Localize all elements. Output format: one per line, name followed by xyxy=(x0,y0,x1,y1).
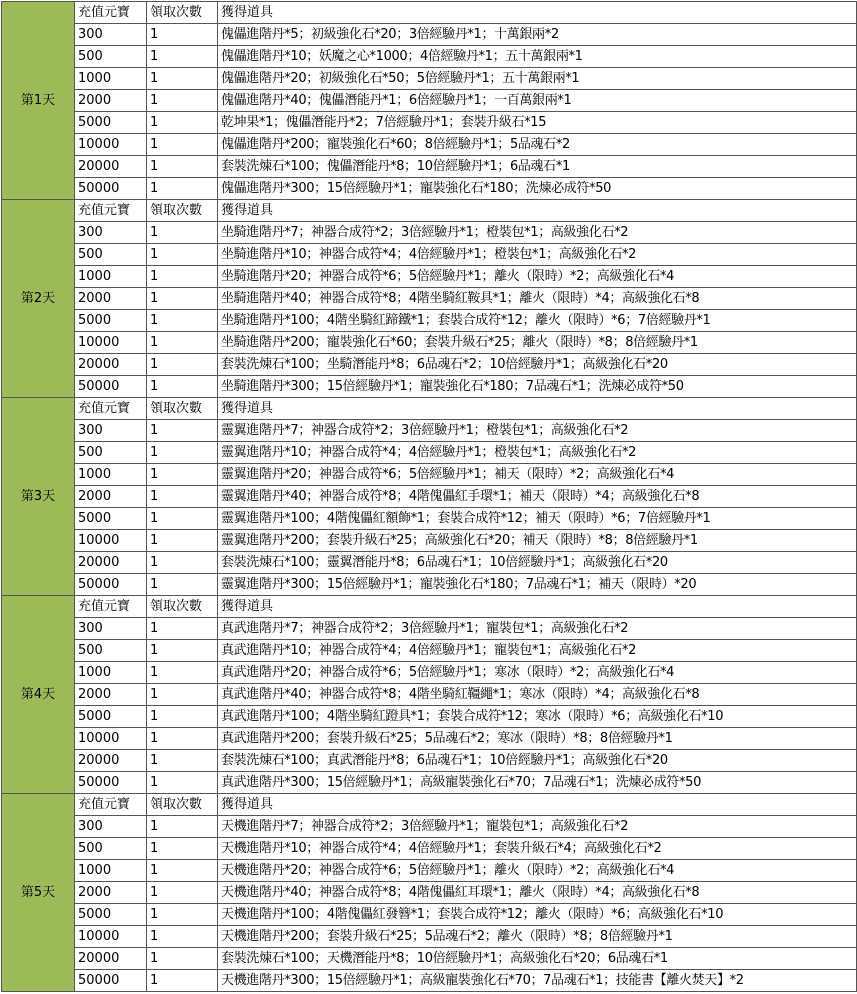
table-row xyxy=(2,156,857,178)
count-cell: 1 xyxy=(147,728,218,750)
items-cell: 坐騎進階丹*200；寵裝強化石*60；套裝升級石*25；離火（限時）*8；8倍經驗丹*1 xyxy=(218,332,857,354)
day-label: 第5天 xyxy=(2,794,75,992)
header-items: 獲得道具 xyxy=(218,794,857,816)
header-count: 領取次數 xyxy=(147,2,218,24)
count-cell: 1 xyxy=(147,464,218,486)
items-cell: 天機進階丹*20；神器合成符*6；5倍經驗丹*1；離火（限時）*2；高級強化石*4 xyxy=(218,860,857,882)
amount-cell: 10000 xyxy=(75,926,147,948)
items-cell: 套裝洗煉石*100；靈翼潛能丹*8；6品魂石*1；10倍經驗丹*1；高級強化石*20 xyxy=(218,552,857,574)
count-cell: 1 xyxy=(147,178,218,200)
amount-cell: 2000 xyxy=(75,882,147,904)
count-cell: 1 xyxy=(147,112,218,134)
items-cell: 坐騎進階丹*7；神器合成符*2；3倍經驗丹*1；橙裝包*1；高級強化石*2 xyxy=(218,222,857,244)
items-cell: 靈翼進階丹*300；15倍經驗丹*1；寵裝強化石*180；7品魂石*1；補天（限時）*20 xyxy=(218,574,857,596)
items-cell: 天機進階丹*7；神器合成符*2；3倍經驗丹*1；寵裝包*1；高級強化石*2 xyxy=(218,816,857,838)
table-row xyxy=(2,948,857,970)
header-row xyxy=(2,794,857,816)
amount-cell: 50000 xyxy=(75,376,147,398)
header-items: 獲得道具 xyxy=(218,596,857,618)
amount-cell: 2000 xyxy=(75,90,147,112)
table-row xyxy=(2,46,857,68)
items-cell: 靈翼進階丹*40；神器合成符*8；4階傀儡紅手環*1；補天（限時）*4；高級強化石*8 xyxy=(218,486,857,508)
items-cell: 真武進階丹*10；神器合成符*4；4倍經驗丹*1；寵裝包*1；高級強化石*2 xyxy=(218,640,857,662)
amount-cell: 1000 xyxy=(75,662,147,684)
count-cell: 1 xyxy=(147,156,218,178)
header-items: 獲得道具 xyxy=(218,398,857,420)
items-cell: 真武進階丹*20；神器合成符*6；5倍經驗丹*1；寒冰（限時）*2；高級強化石*4 xyxy=(218,662,857,684)
items-cell: 坐騎進階丹*100；4階坐騎紅蹄鐵*1；套裝合成符*12；離火（限時）*6；7倍經驗丹*1 xyxy=(218,310,857,332)
amount-cell: 300 xyxy=(75,816,147,838)
items-cell: 套裝洗煉石*100；傀儡潛能丹*8；10倍經驗丹*1；6品魂石*1 xyxy=(218,156,857,178)
amount-cell: 300 xyxy=(75,618,147,640)
table-row xyxy=(2,750,857,772)
amount-cell: 20000 xyxy=(75,354,147,376)
items-cell: 靈翼進階丹*200；套裝升級石*25；高級強化石*20；補天（限時）*8；8倍經驗丹*1 xyxy=(218,530,857,552)
day-label: 第4天 xyxy=(2,596,75,794)
amount-cell: 500 xyxy=(75,46,147,68)
table-row xyxy=(2,728,857,750)
count-cell: 1 xyxy=(147,310,218,332)
items-cell: 傀儡進階丹*10；妖魔之心*1000；4倍經驗丹*1；五十萬銀兩*1 xyxy=(218,46,857,68)
amount-cell: 20000 xyxy=(75,948,147,970)
count-cell: 1 xyxy=(147,134,218,156)
amount-cell: 50000 xyxy=(75,970,147,992)
count-cell: 1 xyxy=(147,288,218,310)
items-cell: 傀儡進階丹*300；15倍經驗丹*1；寵裝強化石*180；洗煉必成符*50 xyxy=(218,178,857,200)
table-row xyxy=(2,970,857,992)
header-amount: 充值元寶 xyxy=(75,794,147,816)
count-cell: 1 xyxy=(147,904,218,926)
items-cell: 套裝洗煉石*100；天機潛能丹*8；10倍經驗丹*1；高級強化石*20；6品魂石*1 xyxy=(218,948,857,970)
table-row xyxy=(2,574,857,596)
day-label: 第2天 xyxy=(2,200,75,398)
amount-cell: 2000 xyxy=(75,288,147,310)
amount-cell: 300 xyxy=(75,420,147,442)
amount-cell: 2000 xyxy=(75,486,147,508)
count-cell: 1 xyxy=(147,24,218,46)
table-row xyxy=(2,288,857,310)
table-row xyxy=(2,772,857,794)
reward-table-body xyxy=(2,2,857,992)
table-row xyxy=(2,684,857,706)
table-row xyxy=(2,68,857,90)
amount-cell: 5000 xyxy=(75,706,147,728)
amount-cell: 2000 xyxy=(75,684,147,706)
items-cell: 靈翼進階丹*10；神器合成符*4；4倍經驗丹*1；橙裝包*1；高級強化石*2 xyxy=(218,442,857,464)
count-cell: 1 xyxy=(147,970,218,992)
amount-cell: 20000 xyxy=(75,750,147,772)
items-cell: 真武進階丹*200；套裝升級石*25；5品魂石*2；寒冰（限時）*8；8倍經驗丹*1 xyxy=(218,728,857,750)
amount-cell: 10000 xyxy=(75,728,147,750)
count-cell: 1 xyxy=(147,90,218,112)
table-row xyxy=(2,112,857,134)
header-amount: 充值元寶 xyxy=(75,2,147,24)
count-cell: 1 xyxy=(147,332,218,354)
table-row xyxy=(2,332,857,354)
items-cell: 天機進階丹*300；15倍經驗丹*1；高級寵裝強化石*70；7品魂石*1；技能書【離火焚天】*2 xyxy=(218,970,857,992)
count-cell: 1 xyxy=(147,750,218,772)
count-cell: 1 xyxy=(147,926,218,948)
count-cell: 1 xyxy=(147,530,218,552)
table-row xyxy=(2,860,857,882)
table-row xyxy=(2,90,857,112)
count-cell: 1 xyxy=(147,706,218,728)
count-cell: 1 xyxy=(147,662,218,684)
header-items: 獲得道具 xyxy=(218,2,857,24)
amount-cell: 50000 xyxy=(75,772,147,794)
count-cell: 1 xyxy=(147,266,218,288)
table-row xyxy=(2,816,857,838)
header-count: 領取次數 xyxy=(147,398,218,420)
table-row xyxy=(2,178,857,200)
count-cell: 1 xyxy=(147,816,218,838)
items-cell: 天機進階丹*200；套裝升級石*25；5品魂石*2；離火（限時）*8；8倍經驗丹*1 xyxy=(218,926,857,948)
table-row xyxy=(2,222,857,244)
amount-cell: 500 xyxy=(75,640,147,662)
amount-cell: 10000 xyxy=(75,134,147,156)
table-row xyxy=(2,640,857,662)
items-cell: 坐騎進階丹*20；神器合成符*6；5倍經驗丹*1；離火（限時）*2；高級強化石*4 xyxy=(218,266,857,288)
amount-cell: 10000 xyxy=(75,530,147,552)
count-cell: 1 xyxy=(147,244,218,266)
count-cell: 1 xyxy=(147,574,218,596)
amount-cell: 20000 xyxy=(75,552,147,574)
count-cell: 1 xyxy=(147,376,218,398)
items-cell: 天機進階丹*40；神器合成符*8；4階傀儡紅耳環*1；離火（限時）*4；高級強化石*8 xyxy=(218,882,857,904)
items-cell: 傀儡進階丹*20；初級強化石*50；5倍經驗丹*1；五十萬銀兩*1 xyxy=(218,68,857,90)
reward-table xyxy=(1,1,857,992)
amount-cell: 20000 xyxy=(75,156,147,178)
items-cell: 真武進階丹*300；15倍經驗丹*1；高級寵裝強化石*70；7品魂石*1；洗煉必成符*50 xyxy=(218,772,857,794)
items-cell: 真武進階丹*7；神器合成符*2；3倍經驗丹*1；寵裝包*1；高級強化石*2 xyxy=(218,618,857,640)
table-row xyxy=(2,838,857,860)
items-cell: 真武進階丹*100；4階坐騎紅蹬具*1；套裝合成符*12；寒冰（限時）*6；高級強化石*10 xyxy=(218,706,857,728)
count-cell: 1 xyxy=(147,354,218,376)
amount-cell: 50000 xyxy=(75,574,147,596)
count-cell: 1 xyxy=(147,860,218,882)
items-cell: 靈翼進階丹*100；4階傀儡紅額飾*1；套裝合成符*12；補天（限時）*6；7倍經驗丹*1 xyxy=(218,508,857,530)
items-cell: 坐騎進階丹*10；神器合成符*4；4倍經驗丹*1；橙裝包*1；高級強化石*2 xyxy=(218,244,857,266)
amount-cell: 300 xyxy=(75,222,147,244)
count-cell: 1 xyxy=(147,46,218,68)
count-cell: 1 xyxy=(147,772,218,794)
count-cell: 1 xyxy=(147,552,218,574)
table-row xyxy=(2,310,857,332)
items-cell: 天機進階丹*10；神器合成符*4；4倍經驗丹*1；套裝升級石*4；高級強化石*2 xyxy=(218,838,857,860)
items-cell: 傀儡進階丹*200；寵裝強化石*60；8倍經驗丹*1；5品魂石*2 xyxy=(218,134,857,156)
amount-cell: 5000 xyxy=(75,508,147,530)
count-cell: 1 xyxy=(147,486,218,508)
header-amount: 充值元寶 xyxy=(75,200,147,222)
amount-cell: 1000 xyxy=(75,464,147,486)
items-cell: 套裝洗煉石*100；真武潛能丹*8；6品魂石*1；10倍經驗丹*1；高級強化石*20 xyxy=(218,750,857,772)
count-cell: 1 xyxy=(147,948,218,970)
table-row xyxy=(2,464,857,486)
day-label: 第1天 xyxy=(2,2,75,200)
amount-cell: 500 xyxy=(75,442,147,464)
items-cell: 坐騎進階丹*40；神器合成符*8；4階坐騎紅鞍具*1；離火（限時）*4；高級強化石*8 xyxy=(218,288,857,310)
amount-cell: 1000 xyxy=(75,860,147,882)
header-row xyxy=(2,200,857,222)
amount-cell: 5000 xyxy=(75,904,147,926)
amount-cell: 300 xyxy=(75,24,147,46)
count-cell: 1 xyxy=(147,420,218,442)
table-row xyxy=(2,706,857,728)
items-cell: 靈翼進階丹*7；神器合成符*2；3倍經驗丹*1；橙裝包*1；高級強化石*2 xyxy=(218,420,857,442)
table-row xyxy=(2,926,857,948)
table-row xyxy=(2,442,857,464)
header-count: 領取次數 xyxy=(147,596,218,618)
amount-cell: 1000 xyxy=(75,68,147,90)
items-cell: 靈翼進階丹*20；神器合成符*6；5倍經驗丹*1；補天（限時）*2；高級強化石*4 xyxy=(218,464,857,486)
count-cell: 1 xyxy=(147,508,218,530)
amount-cell: 500 xyxy=(75,838,147,860)
amount-cell: 5000 xyxy=(75,310,147,332)
table-row xyxy=(2,244,857,266)
table-row xyxy=(2,486,857,508)
count-cell: 1 xyxy=(147,442,218,464)
count-cell: 1 xyxy=(147,222,218,244)
items-cell: 天機進階丹*100；4階傀儡紅發簪*1；套裝合成符*12；離火（限時）*6；高級強化石*10 xyxy=(218,904,857,926)
amount-cell: 50000 xyxy=(75,178,147,200)
amount-cell: 1000 xyxy=(75,266,147,288)
table-row xyxy=(2,354,857,376)
header-amount: 充值元寶 xyxy=(75,398,147,420)
table-row xyxy=(2,420,857,442)
day-label: 第3天 xyxy=(2,398,75,596)
header-count: 領取次數 xyxy=(147,794,218,816)
table-row xyxy=(2,662,857,684)
items-cell: 坐騎進階丹*300；15倍經驗丹*1；寵裝強化石*180；7品魂石*1；洗煉必成符*50 xyxy=(218,376,857,398)
table-row xyxy=(2,134,857,156)
count-cell: 1 xyxy=(147,684,218,706)
count-cell: 1 xyxy=(147,882,218,904)
items-cell: 乾坤果*1；傀儡潛能丹*2；7倍經驗丹*1；套裝升級石*15 xyxy=(218,112,857,134)
header-row xyxy=(2,2,857,24)
amount-cell: 500 xyxy=(75,244,147,266)
count-cell: 1 xyxy=(147,640,218,662)
table-row xyxy=(2,618,857,640)
table-row xyxy=(2,266,857,288)
table-row xyxy=(2,904,857,926)
table-row xyxy=(2,882,857,904)
count-cell: 1 xyxy=(147,618,218,640)
count-cell: 1 xyxy=(147,838,218,860)
table-row xyxy=(2,24,857,46)
header-count: 領取次數 xyxy=(147,200,218,222)
items-cell: 套裝洗煉石*100；坐騎潛能丹*8；6品魂石*2；10倍經驗丹*1；高級強化石*20 xyxy=(218,354,857,376)
items-cell: 傀儡進階丹*5；初級強化石*20；3倍經驗丹*1；十萬銀兩*2 xyxy=(218,24,857,46)
header-items: 獲得道具 xyxy=(218,200,857,222)
header-row xyxy=(2,398,857,420)
header-row xyxy=(2,596,857,618)
header-amount: 充值元寶 xyxy=(75,596,147,618)
items-cell: 傀儡進階丹*40；傀儡潛能丹*1；6倍經驗丹*1；一百萬銀兩*1 xyxy=(218,90,857,112)
count-cell: 1 xyxy=(147,68,218,90)
amount-cell: 10000 xyxy=(75,332,147,354)
items-cell: 真武進階丹*40；神器合成符*8；4階坐騎紅韁繩*1；寒冰（限時）*4；高級強化石*8 xyxy=(218,684,857,706)
amount-cell: 5000 xyxy=(75,112,147,134)
table-row xyxy=(2,530,857,552)
table-row xyxy=(2,552,857,574)
table-row xyxy=(2,508,857,530)
table-row xyxy=(2,376,857,398)
